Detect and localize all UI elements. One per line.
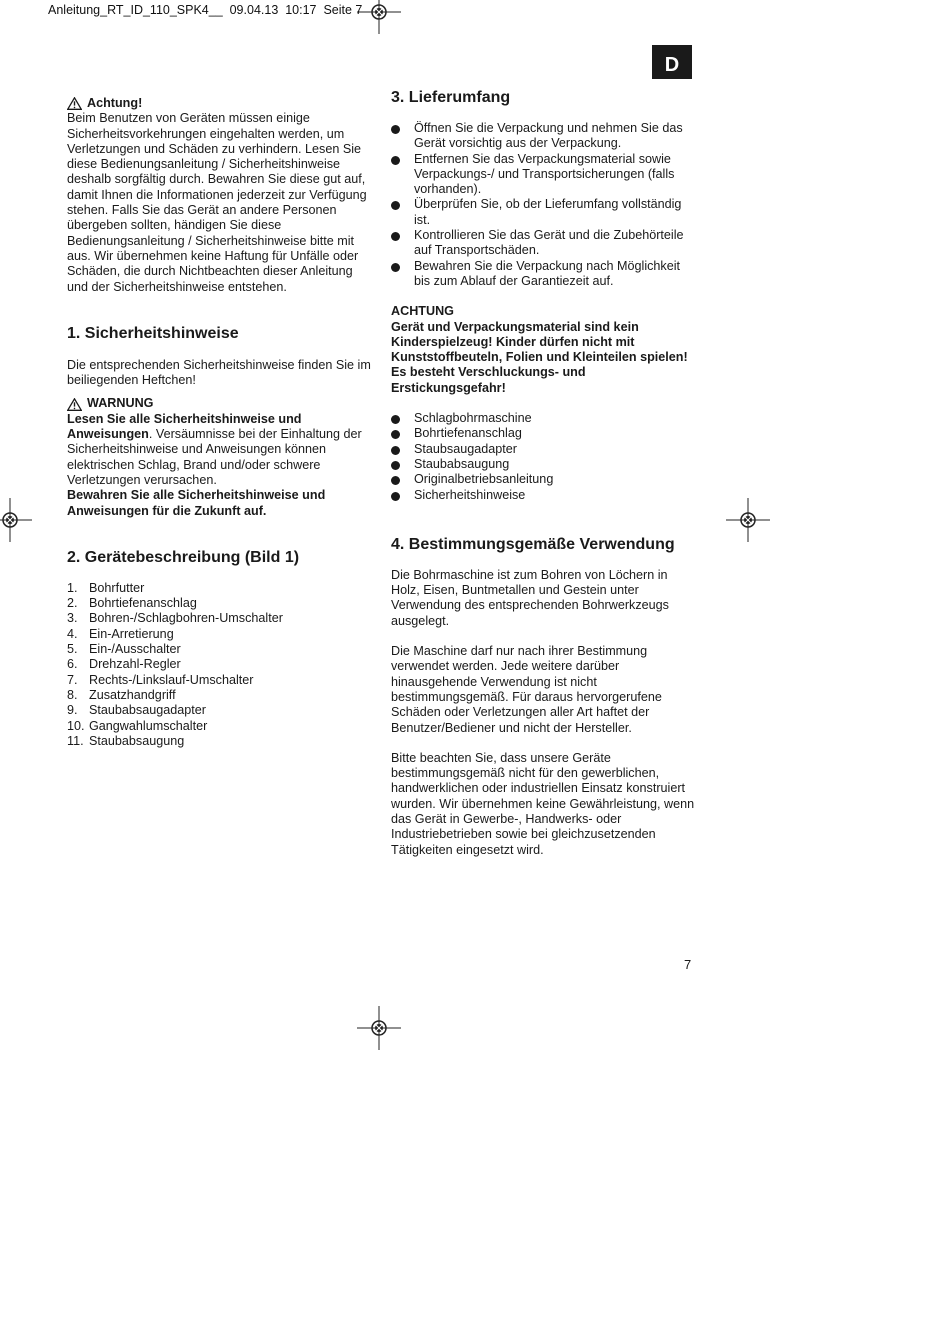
list-item xyxy=(391,259,696,290)
bullet-icon xyxy=(391,125,400,134)
section-1-title: 1. Sicherheitshinweise xyxy=(67,324,239,342)
list-item xyxy=(67,703,372,718)
list-item-number: 1. xyxy=(67,580,78,595)
list-item-label: Drehzahl-Regler xyxy=(89,657,181,672)
list-item-label: Sicherheitshinweise xyxy=(414,487,526,502)
warning-triangle-icon xyxy=(67,97,82,110)
section-1-text: Die entsprechenden Sicherheitshinweise finden Sie im beiliegenden Heftchen! xyxy=(67,357,371,388)
bullet-icon xyxy=(391,461,400,470)
list-item-label: Staubabsaugadapter xyxy=(89,703,206,718)
list-item-label: Schlagbohrmaschine xyxy=(414,411,532,426)
list-item-label: Entfernen Sie das Verpackungsmaterial sowie Verpackungs-/ und Transportsicherungen (falls vorhanden). xyxy=(414,151,675,197)
registration-mark-top-icon xyxy=(357,0,401,34)
list-item-number: 11. xyxy=(67,733,84,748)
list-item xyxy=(391,488,696,503)
list-item xyxy=(67,596,372,611)
registration-mark-bottom-icon xyxy=(357,1006,401,1050)
list-item xyxy=(67,642,372,657)
list-item xyxy=(391,197,696,228)
achtung-heading xyxy=(67,96,372,111)
list-item-number: 2. xyxy=(67,596,78,611)
list-item-label: Staubabsaugung xyxy=(89,733,185,748)
registration-mark-left-icon xyxy=(0,498,32,542)
list-item-number: 8. xyxy=(67,687,78,702)
list-item xyxy=(67,734,372,749)
bullet-icon xyxy=(391,476,400,485)
left-column xyxy=(67,96,372,749)
bullet-icon xyxy=(391,232,400,241)
intended-use-para-1: Die Bohrmaschine ist zum Bohren von Löchern in Holz, Eisen, Buntmetallen und Gestein unter Verwendung des entsprechenden Bohrwerkzeugs ausgelegt. xyxy=(391,567,669,628)
list-item xyxy=(67,719,372,734)
warnung-bold-closing: Bewahren Sie alle Sicherheitshinweise und Anweisungen für die Zukunft auf. xyxy=(67,488,326,518)
achtung-child-warning: Gerät und Verpackungsmaterial sind kein Kinderspielzeug! Kinder dürfen nicht mit Kunststoffbeuteln, Folien und Kleinteilen spielen! Es besteht Verschluckungs- und Erstickungsgefahr! xyxy=(391,319,688,395)
list-item-label: Bohren-/Schlagbohren-Umschalter xyxy=(89,611,283,626)
intended-use-para-3: Bitte beachten Sie, dass unsere Geräte bestimmungsgemäß nicht für den gewerblichen, handwerklichen oder industriellen Einsatz konstruiert wurden. Wir übernehmen keine Gewährleistung, wenn das Gerät in Gewerbe-, Handwerks- oder Industriebetrieben sowie bei gleichzusetzenden Tätigkeiten eingesetzt wird. xyxy=(391,750,695,857)
list-item xyxy=(67,688,372,703)
list-item-label: Bohrfutter xyxy=(89,580,145,595)
achtung-text: Beim Benutzen von Geräten müssen einige Sicherheitsvorkehrungen eingehalten werden, um Verletzungen und Schäden zu verhindern. Lesen Sie diese Bedienungsanleitung / Sicherheitshinweise deshalb sorgfältig durch. Bewahren Sie diese gut auf, damit Ihnen die Informationen jederzeit zur Verfügung stehen. Falls Sie das Gerät an andere Personen übergeben sollten, händigen Sie diese Bedienungsanleitung / Sicherheitshinweise bitte mit aus. Wir übernehmen keine Haftung für Unfälle oder Schäden, die durch Nichtbeachten dieser Anleitung und der Sicherheitshinweise entstehen. xyxy=(67,111,367,294)
bullet-icon xyxy=(391,446,400,455)
language-tab: D xyxy=(652,45,692,79)
warnung-bold-lead: Lesen Sie alle Sicherheitshinweise und Anweisungen xyxy=(67,411,302,442)
right-column xyxy=(391,88,696,858)
bullet-icon xyxy=(391,492,400,501)
parts-list xyxy=(67,581,372,749)
warnung-body: . Versäumnisse bei der Einhaltung der Sicherheitshinweise und Anweisungen können elektrischen Schlag, Brand und/oder schwere Verletzungen verursachen. xyxy=(67,427,362,487)
warnung-heading-text: WARNUNG xyxy=(87,396,154,411)
bullet-icon xyxy=(391,263,400,272)
list-item-number: 6. xyxy=(67,657,78,672)
warnung-heading xyxy=(67,396,372,411)
list-item-label: Ein-Arretierung xyxy=(89,626,174,641)
list-item-label: Bohrtiefenanschlag xyxy=(89,596,197,611)
list-item-label: Bewahren Sie die Verpackung nach Möglichkeit bis zum Ablauf der Garantiezeit auf. xyxy=(414,258,681,288)
list-item xyxy=(67,673,372,688)
bullet-icon xyxy=(391,415,400,424)
list-item-label: Staubabsaugung xyxy=(414,456,510,471)
list-item xyxy=(391,228,696,259)
list-item xyxy=(67,627,372,642)
list-item xyxy=(67,581,372,596)
list-item xyxy=(67,657,372,672)
list-item-number: 7. xyxy=(67,672,78,687)
achtung-heading-text: Achtung! xyxy=(87,96,143,110)
warning-triangle-icon xyxy=(67,398,82,411)
list-item xyxy=(391,457,696,472)
list-item-label: Überprüfen Sie, ob der Lieferumfang vollständig ist. xyxy=(414,197,682,227)
intended-use-para-2: Die Maschine darf nur nach ihrer Bestimmung verwendet werden. Jede weitere darüber hinausgehende Verwendung ist nicht bestimmungsgemäß. Für daraus hervorgerufene Schäden oder Verletzungen aller Art haftet der Benutzer/Bediener und nicht der Hersteller. xyxy=(391,644,662,735)
list-item-number: 3. xyxy=(67,611,78,626)
list-item-label: Bohrtiefenanschlag xyxy=(414,426,522,441)
print-slug-header: Anleitung_RT_ID_110_SPK4__ 09.04.13 10:17 Seite 7 xyxy=(48,3,363,17)
list-item-label: Originalbetriebsanleitung xyxy=(414,472,554,487)
bullet-icon xyxy=(391,430,400,439)
list-item xyxy=(67,611,372,626)
list-item xyxy=(391,472,696,487)
list-item-number: 9. xyxy=(67,703,78,718)
list-item xyxy=(391,411,696,426)
bullet-icon xyxy=(391,201,400,210)
achtung-caps-heading: ACHTUNG xyxy=(391,304,454,319)
section-2-title: 2. Gerätebeschreibung (Bild 1) xyxy=(67,548,300,566)
section-3-title: 3. Lieferumfang xyxy=(391,89,511,106)
list-item-number: 4. xyxy=(67,626,78,641)
list-item-label: Zusatzhandgriff xyxy=(89,687,176,702)
warnung-text xyxy=(67,412,372,488)
list-item-label: Gangwahlumschalter xyxy=(89,718,208,733)
list-item xyxy=(391,442,696,457)
list-item-label: Ein-/Ausschalter xyxy=(89,642,181,657)
list-item-label: Öffnen Sie die Verpackung und nehmen Sie das Gerät vorsichtig aus der Verpackung. xyxy=(414,121,683,151)
unpacking-steps-list xyxy=(391,121,696,289)
list-item-label: Staubsaugadapter xyxy=(414,441,517,456)
list-item xyxy=(391,121,696,152)
list-item xyxy=(391,152,696,198)
list-item-label: Kontrollieren Sie das Gerät und die Zubehörteile auf Transportschäden. xyxy=(414,228,684,258)
section-4-title: 4. Bestimmungsgemäße Verwendung xyxy=(391,535,675,553)
list-item xyxy=(391,426,696,441)
list-item-label: Rechts-/Linkslauf-Umschalter xyxy=(89,672,254,687)
registration-mark-right-icon xyxy=(726,498,770,542)
bullet-icon xyxy=(391,156,400,165)
list-item-number: 10. xyxy=(67,718,85,733)
delivery-contents-list xyxy=(391,411,696,503)
page-number: 7 xyxy=(684,957,692,972)
list-item-number: 5. xyxy=(67,642,78,657)
